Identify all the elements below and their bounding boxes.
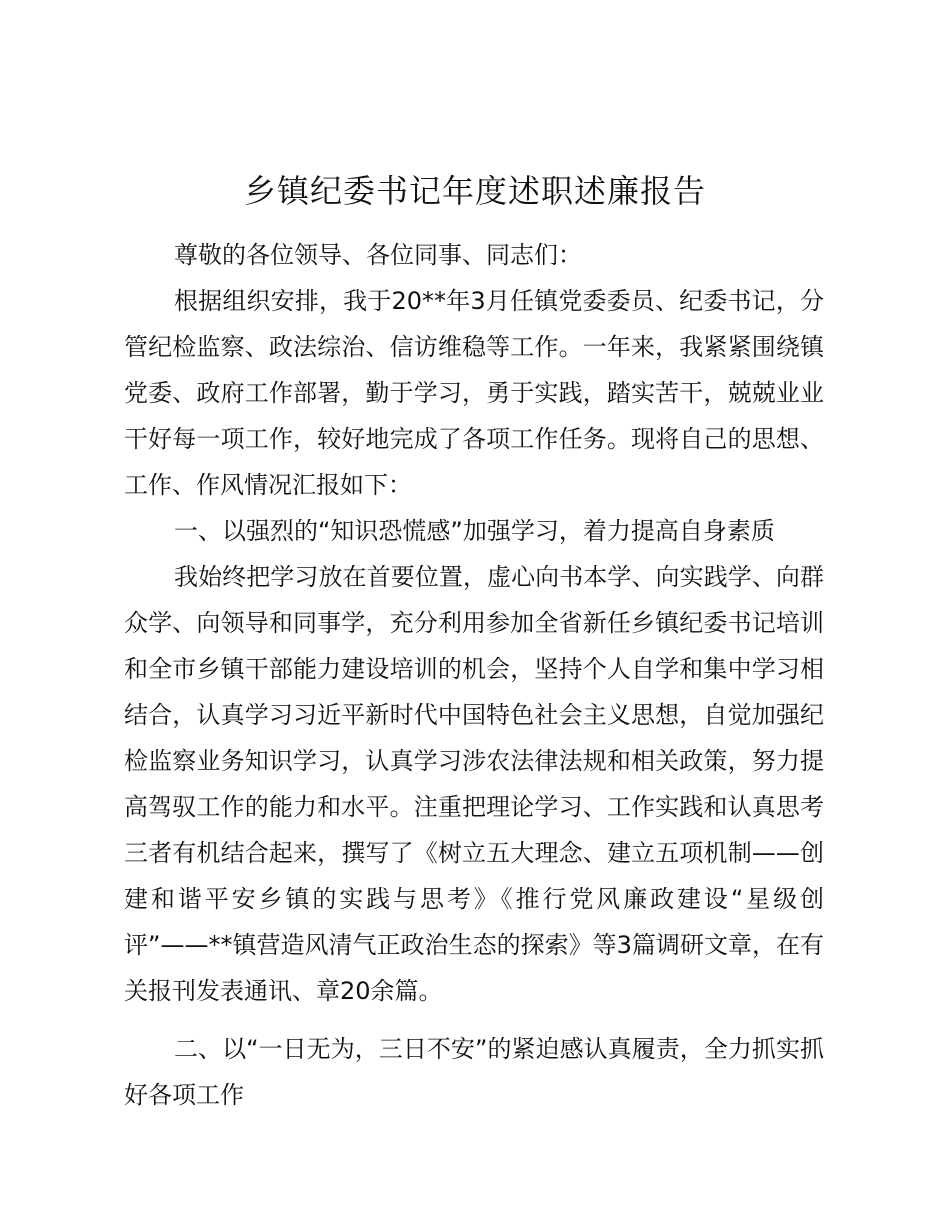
document-body — [124, 232, 824, 1118]
section-1-heading: 一、以强烈的“知识恐慌感”加强学习，着力提高自身素质 — [174, 517, 775, 545]
salutation: 尊敬的各位领导、各位同事、同志们： — [174, 241, 582, 269]
section-1-paragraph: 我始终把学习放在首要位置，虚心向书本学、向实践学、向群众学、向领导和同事学，充分利用参加全省新任乡镇纪委书记培训和全市乡镇干部能力建设培训的机会，坚持个人自学和集中学习相结合，认真学习习近平新时代中国特色社会主义思想，自觉加强纪检监察业务知识学习，认真学习涉农法律法规和相关政策，努力提高驾驭工作的能力和水平。注重把理论学习、工作实践和认真思考三者有机结合起来，撰写了《树立五大理念、建立五项机制——创建和谐平安乡镇的实践与思考》《推行党风廉政建设“星级创评”——**镇营造风清气正政治生态的探索》等3篇调研文章，在有关报刊发表通讯、章20余篇。 — [124, 563, 824, 1005]
section-2-heading: 二、以“一日无为，三日不安”的紧迫感认真履责，全力抓实抓好各项工作 — [124, 1035, 824, 1109]
document-title: 乡镇纪委书记年度述职述廉报告 — [243, 172, 706, 210]
intro-paragraph: 根据组织安排，我于20**年3月任镇党委委员、纪委书记，分管纪检监察、政法综治、信访维稳等工作。一年来，我紧紧围绕镇党委、政府工作部署，勤于学习，勇于实践，踏实苦干，兢兢业业干好每一项工作，较好地完成了各项工作任务。现将自己的思想、工作、作风情况汇报如下： — [124, 287, 824, 499]
